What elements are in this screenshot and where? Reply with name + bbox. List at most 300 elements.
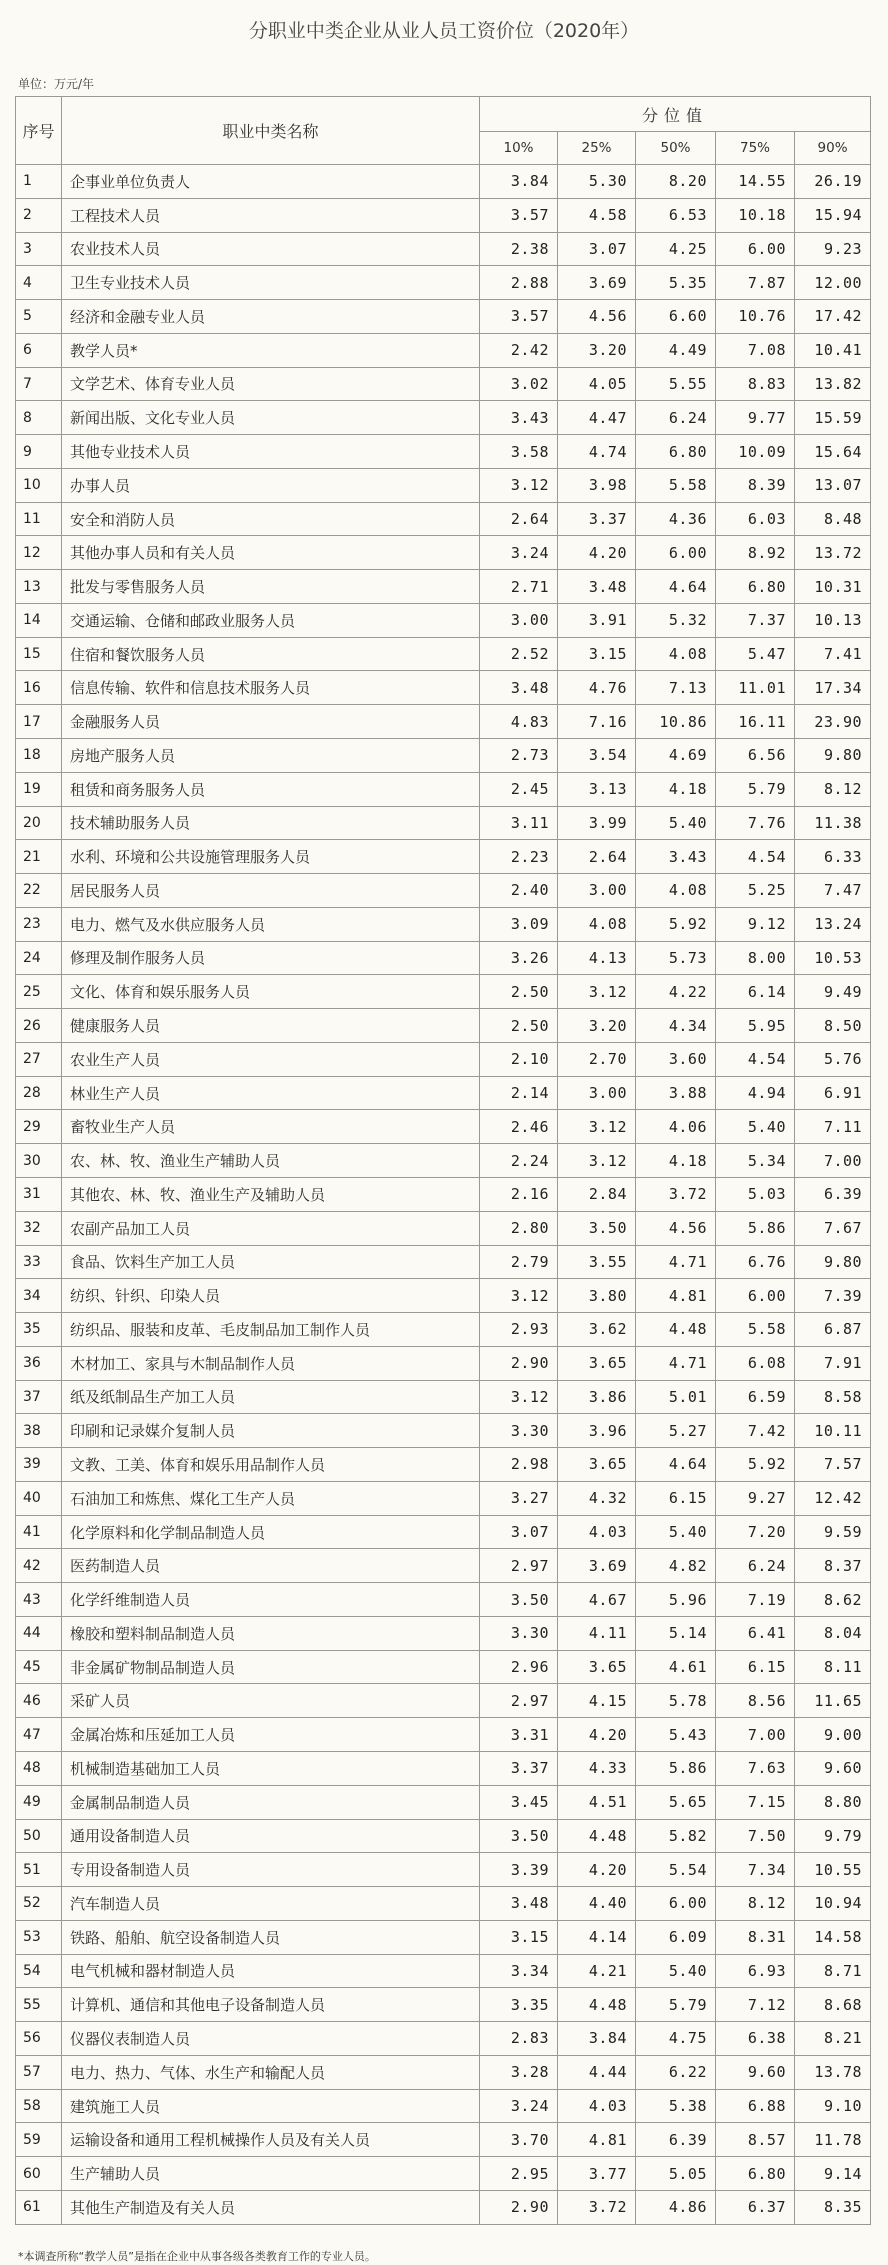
value-p25: 3.69: [558, 1549, 636, 1583]
value-p50: 3.72: [636, 1177, 716, 1211]
value-p75: 14.55: [716, 165, 795, 199]
value-p25: 4.33: [558, 1751, 636, 1785]
value-p50: 6.80: [636, 435, 716, 469]
occupation-name: 化学原料和化学制品制造人员: [62, 1515, 480, 1549]
value-p75: 7.00: [716, 1718, 795, 1752]
value-p10: 2.90: [480, 1346, 558, 1380]
value-p25: 3.13: [558, 772, 636, 806]
value-p50: 5.43: [636, 1718, 716, 1752]
value-p25: 3.69: [558, 266, 636, 300]
value-p90: 23.90: [795, 705, 871, 739]
value-p10: 3.48: [480, 1887, 558, 1921]
table-row: [16, 975, 871, 1009]
value-p90: 9.79: [795, 1819, 871, 1853]
value-p90: 9.23: [795, 232, 871, 266]
value-p75: 5.34: [716, 1144, 795, 1178]
value-p75: 6.38: [716, 2022, 795, 2056]
value-p10: 2.50: [480, 975, 558, 1009]
table-row: [16, 1313, 871, 1347]
value-p90: 8.11: [795, 1650, 871, 1684]
value-p75: 5.47: [716, 637, 795, 671]
occupation-name: 工程技术人员: [62, 198, 480, 232]
table-row: [16, 266, 871, 300]
value-p50: 5.82: [636, 1819, 716, 1853]
value-p25: 3.12: [558, 975, 636, 1009]
value-p90: 7.67: [795, 1211, 871, 1245]
value-p90: 13.82: [795, 367, 871, 401]
occupation-name: 批发与零售服务人员: [62, 570, 480, 604]
value-p75: 8.31: [716, 1920, 795, 1954]
row-number: 56: [16, 2022, 62, 2056]
value-p10: 3.12: [480, 1279, 558, 1313]
occupation-name: 信息传输、软件和信息技术服务人员: [62, 671, 480, 705]
row-number: 39: [16, 1448, 62, 1482]
value-p10: 3.50: [480, 1819, 558, 1853]
row-number: 21: [16, 840, 62, 874]
row-number: 18: [16, 739, 62, 773]
table-row: [16, 300, 871, 334]
value-p75: 16.11: [716, 705, 795, 739]
value-p90: 9.59: [795, 1515, 871, 1549]
value-p90: 17.34: [795, 671, 871, 705]
value-p25: 3.84: [558, 2022, 636, 2056]
table-row: [16, 2022, 871, 2056]
value-p75: 6.14: [716, 975, 795, 1009]
value-p25: 3.12: [558, 1144, 636, 1178]
value-p25: 4.20: [558, 536, 636, 570]
wage-table: [15, 96, 871, 2225]
value-p10: 3.07: [480, 1515, 558, 1549]
value-p25: 4.58: [558, 198, 636, 232]
value-p75: 10.18: [716, 198, 795, 232]
value-p50: 4.22: [636, 975, 716, 1009]
value-p90: 7.57: [795, 1448, 871, 1482]
value-p25: 4.48: [558, 1819, 636, 1853]
value-p10: 2.42: [480, 333, 558, 367]
value-p25: 3.91: [558, 603, 636, 637]
value-p50: 4.49: [636, 333, 716, 367]
value-p75: 8.39: [716, 468, 795, 502]
occupation-name: 金属制品制造人员: [62, 1785, 480, 1819]
value-p25: 4.14: [558, 1920, 636, 1954]
value-p90: 7.91: [795, 1346, 871, 1380]
value-p10: 2.40: [480, 874, 558, 908]
value-p50: 4.71: [636, 1245, 716, 1279]
value-p10: 3.27: [480, 1481, 558, 1515]
value-p25: 4.15: [558, 1684, 636, 1718]
value-p50: 6.00: [636, 1887, 716, 1921]
value-p10: 3.45: [480, 1785, 558, 1819]
value-p10: 3.12: [480, 1380, 558, 1414]
occupation-name: 仪器仪表制造人员: [62, 2022, 480, 2056]
occupation-name: 生产辅助人员: [62, 2157, 480, 2191]
value-p50: 6.53: [636, 198, 716, 232]
occupation-name: 通用设备制造人员: [62, 1819, 480, 1853]
value-p50: 6.60: [636, 300, 716, 334]
value-p10: 2.50: [480, 1009, 558, 1043]
value-p25: 3.65: [558, 1650, 636, 1684]
value-p90: 7.11: [795, 1110, 871, 1144]
value-p90: 9.60: [795, 1751, 871, 1785]
value-p10: 3.30: [480, 1616, 558, 1650]
row-number: 5: [16, 300, 62, 334]
table-row: [16, 1009, 871, 1043]
value-p50: 4.18: [636, 772, 716, 806]
row-number: 1: [16, 165, 62, 199]
row-number: 26: [16, 1009, 62, 1043]
value-p75: 9.12: [716, 907, 795, 941]
row-number: 20: [16, 806, 62, 840]
value-p75: 7.63: [716, 1751, 795, 1785]
row-number: 4: [16, 266, 62, 300]
value-p90: 8.48: [795, 502, 871, 536]
value-p90: 13.72: [795, 536, 871, 570]
occupation-name: 新闻出版、文化专业人员: [62, 401, 480, 435]
row-number: 9: [16, 435, 62, 469]
value-p90: 8.12: [795, 772, 871, 806]
table-row: [16, 468, 871, 502]
table-row: [16, 1042, 871, 1076]
row-number: 29: [16, 1110, 62, 1144]
value-p10: 3.28: [480, 2055, 558, 2089]
value-p10: 3.48: [480, 671, 558, 705]
value-p10: 3.12: [480, 468, 558, 502]
value-p10: 2.23: [480, 840, 558, 874]
row-number: 45: [16, 1650, 62, 1684]
value-p75: 7.12: [716, 1988, 795, 2022]
value-p90: 9.00: [795, 1718, 871, 1752]
occupation-name: 橡胶和塑料制品制造人员: [62, 1616, 480, 1650]
table-row: [16, 1650, 871, 1684]
value-p90: 8.37: [795, 1549, 871, 1583]
value-p50: 5.86: [636, 1751, 716, 1785]
header-percentile-group: 分位值: [480, 97, 871, 132]
value-p25: 4.47: [558, 401, 636, 435]
value-p75: 6.15: [716, 1650, 795, 1684]
value-p25: 3.07: [558, 232, 636, 266]
value-p25: 4.20: [558, 1853, 636, 1887]
value-p90: 9.14: [795, 2157, 871, 2191]
value-p25: 4.44: [558, 2055, 636, 2089]
value-p90: 11.38: [795, 806, 871, 840]
occupation-name: 安全和消防人员: [62, 502, 480, 536]
value-p75: 6.88: [716, 2089, 795, 2123]
row-number: 22: [16, 874, 62, 908]
occupation-name: 其他农、林、牧、渔业生产及辅助人员: [62, 1177, 480, 1211]
occupation-name: 农业生产人员: [62, 1042, 480, 1076]
value-p50: 5.14: [636, 1616, 716, 1650]
occupation-name: 交通运输、仓储和邮政业服务人员: [62, 603, 480, 637]
occupation-name: 租赁和商务服务人员: [62, 772, 480, 806]
value-p75: 7.15: [716, 1785, 795, 1819]
occupation-name: 水利、环境和公共设施管理服务人员: [62, 840, 480, 874]
value-p25: 4.67: [558, 1583, 636, 1617]
value-p75: 7.20: [716, 1515, 795, 1549]
value-p50: 4.71: [636, 1346, 716, 1380]
value-p50: 6.39: [636, 2123, 716, 2157]
value-p75: 5.58: [716, 1313, 795, 1347]
value-p50: 4.61: [636, 1650, 716, 1684]
row-number: 54: [16, 1954, 62, 1988]
value-p10: 3.50: [480, 1583, 558, 1617]
table-row: [16, 1448, 871, 1482]
value-p50: 10.86: [636, 705, 716, 739]
value-p90: 12.00: [795, 266, 871, 300]
value-p50: 5.73: [636, 941, 716, 975]
occupation-name: 企事业单位负责人: [62, 165, 480, 199]
value-p75: 6.59: [716, 1380, 795, 1414]
value-p25: 3.65: [558, 1346, 636, 1380]
occupation-name: 专用设备制造人员: [62, 1853, 480, 1887]
unit-label: 单位：万元/年: [18, 77, 95, 91]
occupation-name: 经济和金融专业人员: [62, 300, 480, 334]
value-p75: 6.41: [716, 1616, 795, 1650]
value-p25: 3.86: [558, 1380, 636, 1414]
table-row: [16, 1346, 871, 1380]
table-row: [16, 2055, 871, 2089]
row-number: 16: [16, 671, 62, 705]
value-p90: 11.65: [795, 1684, 871, 1718]
value-p25: 3.20: [558, 333, 636, 367]
value-p50: 3.60: [636, 1042, 716, 1076]
value-p90: 26.19: [795, 165, 871, 199]
value-p50: 5.40: [636, 1954, 716, 1988]
value-p90: 10.13: [795, 603, 871, 637]
value-p50: 6.22: [636, 2055, 716, 2089]
occupation-name: 化学纤维制造人员: [62, 1583, 480, 1617]
table-row: [16, 1887, 871, 1921]
table-row: [16, 637, 871, 671]
value-p10: 3.02: [480, 367, 558, 401]
value-p25: 7.16: [558, 705, 636, 739]
occupation-name: 房地产服务人员: [62, 739, 480, 773]
row-number: 43: [16, 1583, 62, 1617]
value-p10: 3.58: [480, 435, 558, 469]
table-row: [16, 1110, 871, 1144]
table-row: [16, 705, 871, 739]
value-p50: 4.08: [636, 874, 716, 908]
value-p25: 3.20: [558, 1009, 636, 1043]
occupation-name: 金融服务人员: [62, 705, 480, 739]
table-row: [16, 1177, 871, 1211]
value-p75: 8.83: [716, 367, 795, 401]
value-p10: 3.24: [480, 2089, 558, 2123]
row-number: 37: [16, 1380, 62, 1414]
occupation-name: 运输设备和通用工程机械操作人员及有关人员: [62, 2123, 480, 2157]
value-p75: 6.80: [716, 2157, 795, 2191]
table-row: [16, 333, 871, 367]
row-number: 32: [16, 1211, 62, 1245]
value-p90: 9.49: [795, 975, 871, 1009]
value-p75: 4.54: [716, 840, 795, 874]
value-p90: 17.42: [795, 300, 871, 334]
value-p25: 3.80: [558, 1279, 636, 1313]
value-p10: 2.93: [480, 1313, 558, 1347]
value-p50: 4.48: [636, 1313, 716, 1347]
value-p90: 13.07: [795, 468, 871, 502]
value-p50: 5.35: [636, 266, 716, 300]
value-p75: 5.40: [716, 1110, 795, 1144]
value-p10: 3.00: [480, 603, 558, 637]
row-number: 3: [16, 232, 62, 266]
occupation-name: 文化、体育和娱乐服务人员: [62, 975, 480, 1009]
value-p75: 6.24: [716, 1549, 795, 1583]
value-p50: 5.65: [636, 1785, 716, 1819]
value-p75: 8.00: [716, 941, 795, 975]
footnote: *本调查所称“教学人员”是指在企业中从事各级各类教育工作的专业人员。: [18, 2250, 376, 2263]
row-number: 11: [16, 502, 62, 536]
value-p90: 7.47: [795, 874, 871, 908]
row-number: 47: [16, 1718, 62, 1752]
value-p25: 2.84: [558, 1177, 636, 1211]
header-p50: 50%: [636, 132, 716, 165]
row-number: 57: [16, 2055, 62, 2089]
value-p50: 5.27: [636, 1414, 716, 1448]
occupation-name: 健康服务人员: [62, 1009, 480, 1043]
row-number: 12: [16, 536, 62, 570]
value-p75: 6.00: [716, 1279, 795, 1313]
value-p75: 6.80: [716, 570, 795, 604]
occupation-name: 电气机械和器材制造人员: [62, 1954, 480, 1988]
row-number: 10: [16, 468, 62, 502]
value-p25: 4.03: [558, 2089, 636, 2123]
value-p75: 7.19: [716, 1583, 795, 1617]
value-p10: 2.90: [480, 2190, 558, 2224]
row-number: 33: [16, 1245, 62, 1279]
table-row: [16, 2157, 871, 2191]
table-row: [16, 603, 871, 637]
occupation-name: 金属冶炼和压延加工人员: [62, 1718, 480, 1752]
value-p10: 3.24: [480, 536, 558, 570]
table-row: [16, 1144, 871, 1178]
value-p75: 8.12: [716, 1887, 795, 1921]
row-number: 51: [16, 1853, 62, 1887]
table-row: [16, 1515, 871, 1549]
value-p25: 3.37: [558, 502, 636, 536]
value-p75: 7.87: [716, 266, 795, 300]
table-row: [16, 2123, 871, 2157]
occupation-name: 教学人员*: [62, 333, 480, 367]
value-p90: 15.94: [795, 198, 871, 232]
value-p90: 6.87: [795, 1313, 871, 1347]
value-p90: 11.78: [795, 2123, 871, 2157]
header-p90: 90%: [795, 132, 871, 165]
value-p50: 5.40: [636, 1515, 716, 1549]
value-p25: 3.62: [558, 1313, 636, 1347]
value-p90: 7.39: [795, 1279, 871, 1313]
value-p50: 5.05: [636, 2157, 716, 2191]
value-p50: 7.13: [636, 671, 716, 705]
value-p90: 7.00: [795, 1144, 871, 1178]
row-number: 28: [16, 1076, 62, 1110]
value-p10: 2.79: [480, 1245, 558, 1279]
table-row: [16, 1211, 871, 1245]
value-p50: 5.58: [636, 468, 716, 502]
occupation-name: 文教、工美、体育和娱乐用品制作人员: [62, 1448, 480, 1482]
value-p50: 4.36: [636, 502, 716, 536]
value-p25: 4.48: [558, 1988, 636, 2022]
row-number: 52: [16, 1887, 62, 1921]
table-row: [16, 1380, 871, 1414]
value-p25: 3.99: [558, 806, 636, 840]
value-p10: 3.57: [480, 300, 558, 334]
value-p25: 3.77: [558, 2157, 636, 2191]
value-p25: 3.15: [558, 637, 636, 671]
value-p10: 2.24: [480, 1144, 558, 1178]
row-number: 23: [16, 907, 62, 941]
row-number: 17: [16, 705, 62, 739]
table-row: [16, 1414, 871, 1448]
table-row: [16, 739, 871, 773]
value-p50: 5.32: [636, 603, 716, 637]
occupation-name: 机械制造基础加工人员: [62, 1751, 480, 1785]
row-number: 59: [16, 2123, 62, 2157]
value-p10: 2.88: [480, 266, 558, 300]
value-p10: 2.46: [480, 1110, 558, 1144]
value-p10: 3.37: [480, 1751, 558, 1785]
value-p90: 10.94: [795, 1887, 871, 1921]
value-p75: 7.34: [716, 1853, 795, 1887]
table-row: [16, 165, 871, 199]
table-row: [16, 198, 871, 232]
value-p90: 12.42: [795, 1481, 871, 1515]
row-number: 48: [16, 1751, 62, 1785]
value-p10: 2.10: [480, 1042, 558, 1076]
value-p10: 2.16: [480, 1177, 558, 1211]
value-p50: 8.20: [636, 165, 716, 199]
value-p75: 7.50: [716, 1819, 795, 1853]
value-p10: 4.83: [480, 705, 558, 739]
table-row: [16, 2190, 871, 2224]
value-p25: 3.50: [558, 1211, 636, 1245]
table-row: [16, 671, 871, 705]
value-p10: 2.73: [480, 739, 558, 773]
value-p90: 8.71: [795, 1954, 871, 1988]
value-p75: 9.77: [716, 401, 795, 435]
value-p90: 8.62: [795, 1583, 871, 1617]
header-p25: 25%: [558, 132, 636, 165]
value-p75: 6.56: [716, 739, 795, 773]
row-number: 19: [16, 772, 62, 806]
value-p25: 3.00: [558, 874, 636, 908]
value-p90: 8.68: [795, 1988, 871, 2022]
value-p25: 4.76: [558, 671, 636, 705]
table-row: [16, 1988, 871, 2022]
value-p50: 4.81: [636, 1279, 716, 1313]
value-p50: 5.40: [636, 806, 716, 840]
header-name: 职业中类名称: [62, 97, 480, 165]
value-p10: 2.97: [480, 1549, 558, 1583]
value-p75: 10.76: [716, 300, 795, 334]
value-p10: 3.57: [480, 198, 558, 232]
occupation-name: 卫生专业技术人员: [62, 266, 480, 300]
value-p25: 4.56: [558, 300, 636, 334]
value-p25: 2.64: [558, 840, 636, 874]
value-p90: 8.58: [795, 1380, 871, 1414]
value-p90: 6.33: [795, 840, 871, 874]
value-p10: 3.39: [480, 1853, 558, 1887]
row-number: 2: [16, 198, 62, 232]
value-p50: 5.92: [636, 907, 716, 941]
value-p50: 4.64: [636, 570, 716, 604]
occupation-name: 居民服务人员: [62, 874, 480, 908]
value-p50: 4.69: [636, 739, 716, 773]
table-row: [16, 772, 871, 806]
value-p50: 4.34: [636, 1009, 716, 1043]
value-p90: 10.41: [795, 333, 871, 367]
occupation-name: 纺织品、服装和皮革、毛皮制品加工制作人员: [62, 1313, 480, 1347]
value-p25: 4.81: [558, 2123, 636, 2157]
